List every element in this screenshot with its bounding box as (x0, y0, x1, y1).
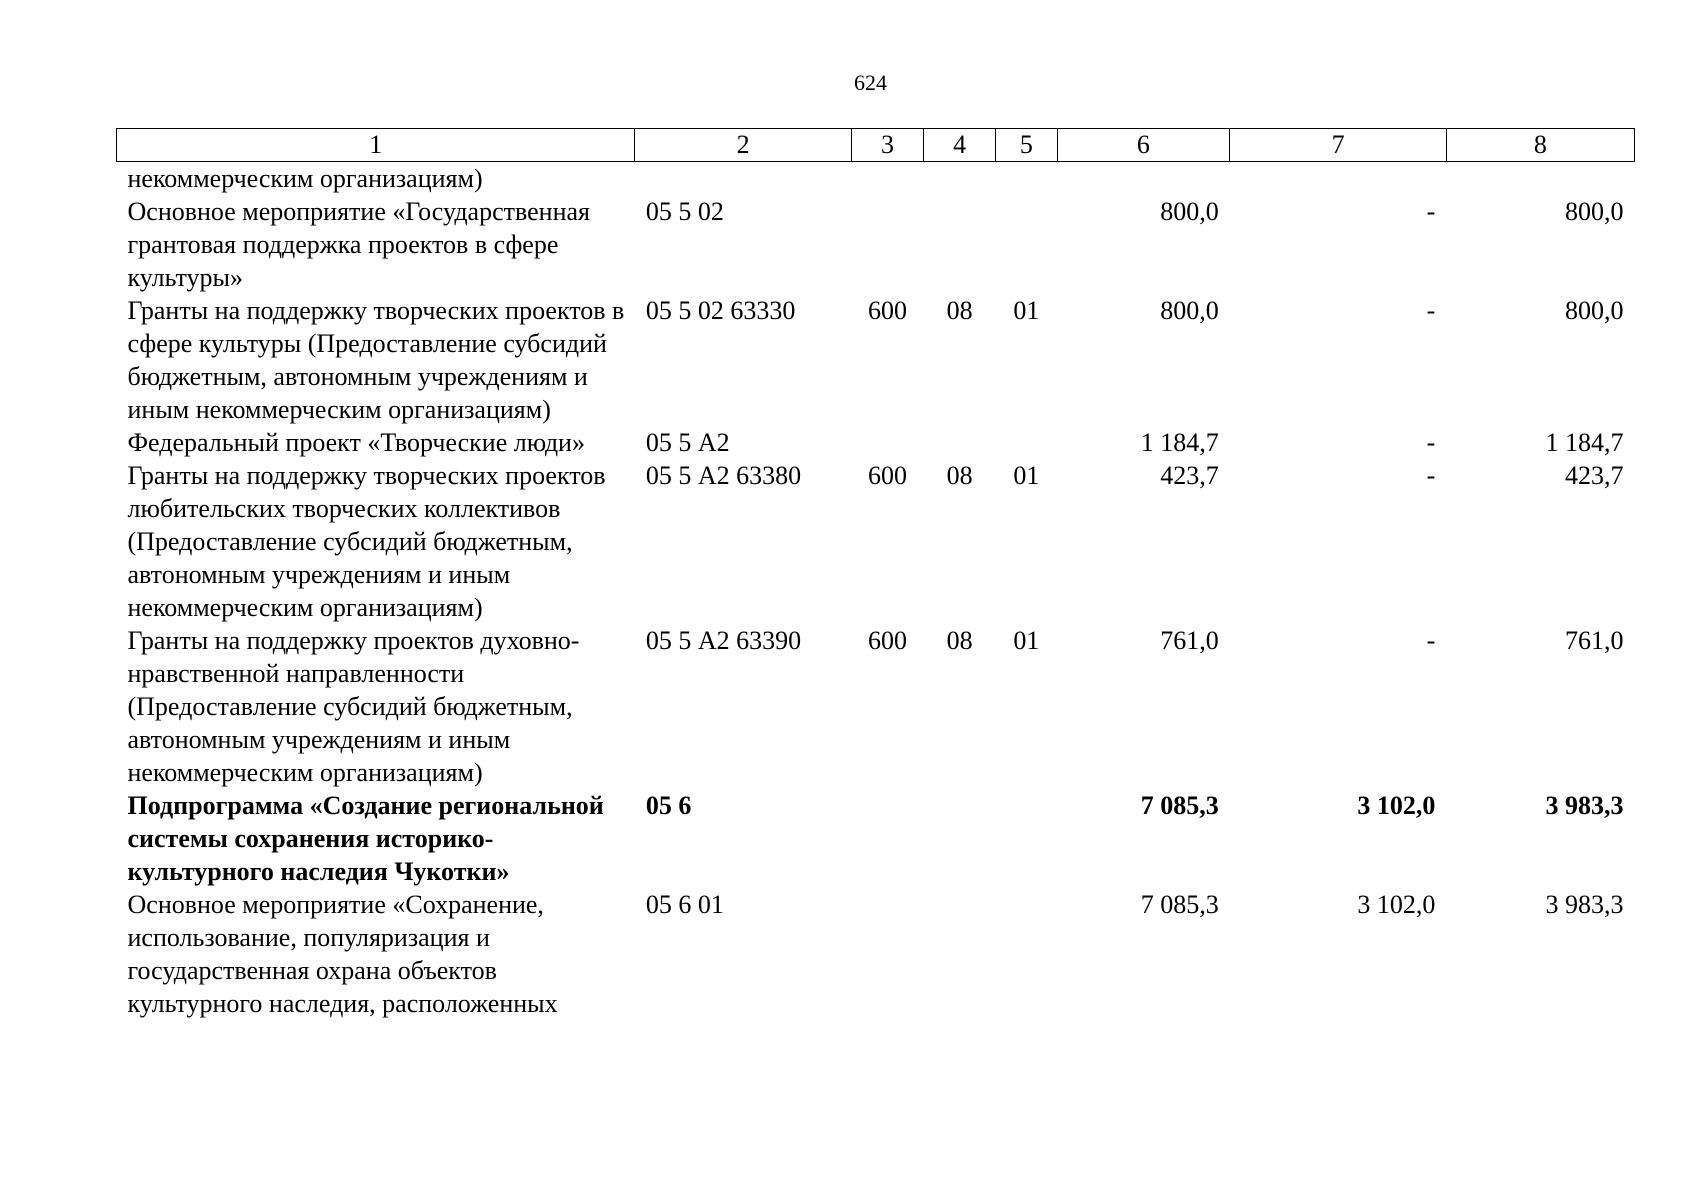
table-body (117, 162, 1635, 1021)
row-code-cell: 05 5 А2 63390 (645, 626, 802, 655)
header-col-1: 1 (117, 129, 635, 162)
row-expense-type-cell (851, 426, 923, 459)
row-regional-cell: 3 983,3 (1545, 890, 1624, 919)
row-total-cell: 800,0 (1160, 296, 1219, 325)
row-expense-type-cell: 600 (868, 296, 907, 325)
row-name-cell: Гранты на поддержку творческих проектов любительских творческих коллективов (Предоставление субсидий бюджетным, автономным учреждениям и иным некоммерческим организациям) (127, 461, 606, 622)
row-federal-cell: - (1426, 197, 1436, 226)
row-code-cell: 05 6 (645, 791, 692, 820)
row-section-cell: 08 (946, 626, 973, 655)
row-total-cell: 1 184,7 (1140, 428, 1219, 457)
row-federal-cell: - (1426, 296, 1436, 325)
row-total-cell (1057, 162, 1230, 196)
row-code-cell: 05 5 А2 63380 (645, 461, 802, 490)
row-total-cell: 761,0 (1160, 626, 1219, 655)
table-row (117, 459, 1635, 624)
row-total-cell: 7 085,3 (1140, 890, 1219, 919)
row-subsection-cell (996, 162, 1057, 196)
row-federal-cell (1230, 162, 1447, 196)
row-regional-cell (1446, 162, 1634, 196)
table-header-row (117, 129, 1635, 162)
row-section-cell: 08 (946, 461, 973, 490)
row-subsection-cell (996, 789, 1057, 888)
row-code-cell: 05 5 02 (645, 197, 724, 226)
row-section-cell (924, 162, 996, 196)
table-row (117, 888, 1635, 1020)
header-col-3: 3 (851, 129, 923, 162)
row-regional-cell: 761,0 (1565, 626, 1624, 655)
row-regional-cell: 1 184,7 (1545, 428, 1624, 457)
table-row (117, 162, 1635, 196)
row-code-cell: 05 6 01 (645, 890, 724, 919)
row-code-cell: 05 5 А2 (645, 428, 730, 457)
row-expense-type-cell: 600 (868, 626, 907, 655)
row-expense-type-cell (851, 789, 923, 888)
row-subsection-cell (996, 426, 1057, 459)
table-row (117, 195, 1635, 294)
row-subsection-cell: 01 (1013, 626, 1040, 655)
header-col-5: 5 (996, 129, 1057, 162)
row-total-cell: 800,0 (1160, 197, 1219, 226)
row-federal-cell: 3 102,0 (1357, 890, 1436, 919)
row-code-cell (635, 162, 852, 196)
header-col-8: 8 (1446, 129, 1634, 162)
row-expense-type-cell (851, 888, 923, 1020)
table-row (117, 426, 1635, 459)
budget-table (116, 128, 1635, 1020)
row-section-cell (924, 888, 996, 1020)
row-subsection-cell: 01 (1013, 461, 1040, 490)
header-col-6: 6 (1057, 129, 1230, 162)
row-federal-cell: - (1426, 428, 1436, 457)
row-regional-cell: 800,0 (1565, 197, 1624, 226)
row-total-cell: 423,7 (1160, 461, 1219, 490)
row-expense-type-cell (851, 195, 923, 294)
row-expense-type-cell: 600 (868, 461, 907, 490)
row-name-cell: Основное мероприятие «Государственная грантовая поддержка проектов в сфере культуры» (127, 197, 590, 292)
page-number: 624 (854, 70, 887, 95)
row-name-cell: Основное мероприятие «Сохранение, использование, популяризация и государственная охрана объектов культурного наследия, расположенных (127, 890, 558, 1018)
row-section-cell (924, 426, 996, 459)
row-total-cell: 7 085,3 (1140, 791, 1219, 820)
row-code-cell: 05 5 02 63330 (645, 296, 796, 325)
row-section-cell (924, 789, 996, 888)
row-name-cell: Подпрограмма «Создание региональной системы сохранения историко-культурного наследия Чукотки» (127, 791, 604, 886)
table-row (117, 789, 1635, 888)
table-row (117, 294, 1635, 426)
row-federal-cell: - (1426, 461, 1436, 490)
row-subsection-cell: 01 (1013, 296, 1040, 325)
row-expense-type-cell (851, 162, 923, 196)
row-federal-cell: - (1426, 626, 1436, 655)
row-section-cell: 08 (946, 296, 973, 325)
row-name-cell: Гранты на поддержку творческих проектов в сфере культуры (Предоставление субсидий бюджетным, автономным учреждениям и иным некоммерческим организациям) (127, 296, 625, 424)
row-regional-cell: 3 983,3 (1545, 791, 1624, 820)
row-regional-cell: 423,7 (1565, 461, 1624, 490)
header-col-2: 2 (635, 129, 852, 162)
row-subsection-cell (996, 195, 1057, 294)
row-name-cell: некоммерческим организациям) (127, 164, 483, 193)
header-col-4: 4 (924, 129, 996, 162)
table-row (117, 624, 1635, 789)
row-name-cell: Гранты на поддержку проектов духовно-нравственной направленности (Предоставление субсидий бюджетным, автономным учреждениям и иным некоммерческим организациям) (127, 626, 580, 787)
row-regional-cell: 800,0 (1565, 296, 1624, 325)
header-col-7: 7 (1230, 129, 1447, 162)
row-federal-cell: 3 102,0 (1357, 791, 1436, 820)
row-section-cell (924, 195, 996, 294)
row-name-cell: Федеральный проект «Творческие люди» (127, 428, 585, 457)
row-subsection-cell (996, 888, 1057, 1020)
